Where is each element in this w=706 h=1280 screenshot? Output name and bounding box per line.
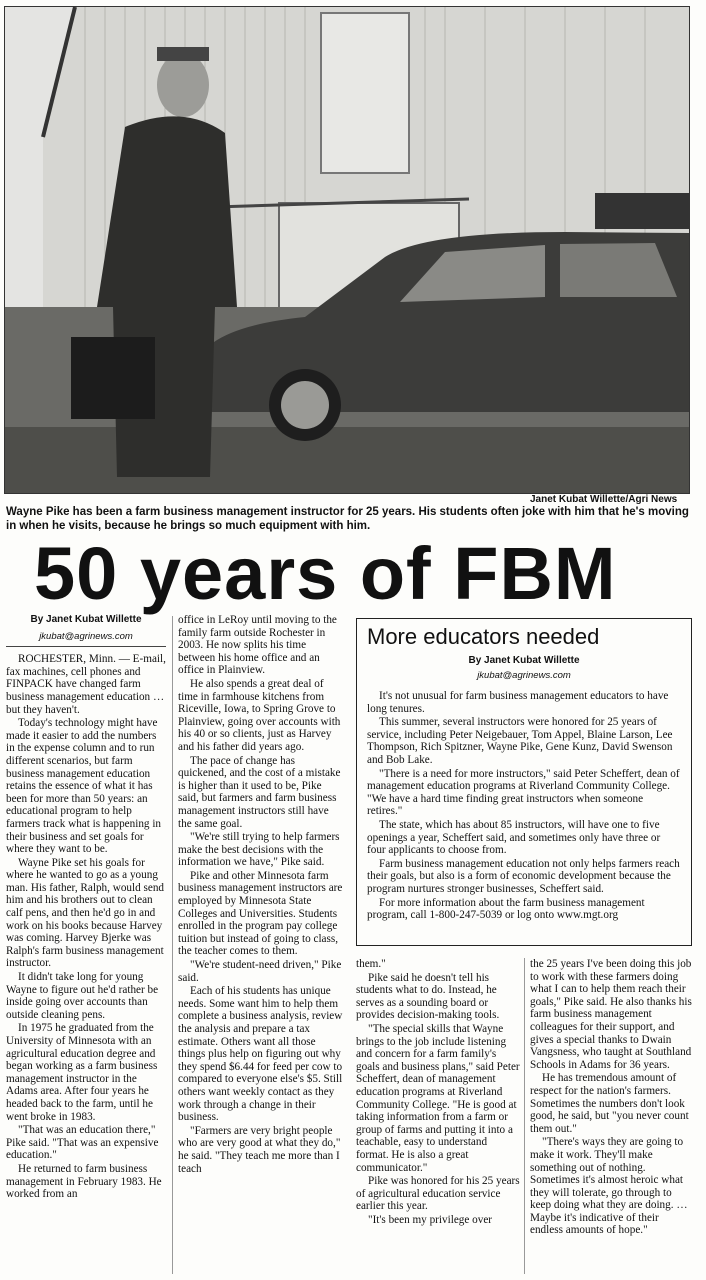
- article-column-2: [178, 614, 344, 1176]
- paragraph: Pike said he doesn't tell his students what to do. Instead, he serves as a sounding board or provides decision-making tools.: [356, 971, 500, 1022]
- photo-illustration: [5, 7, 689, 493]
- paragraph: The pace of change has quickened, and the cost of a mistake is higher than it used to be, Pike said, but farmers and farm business management instructors still have the same goal.: [178, 754, 341, 830]
- photo-caption: Wayne Pike has been a farm business management instructor for 25 years. His students often joke with him that he's moving in when he visits, because he brings so much equipment with him.: [6, 506, 689, 532]
- paragraph: "We're still trying to help farmers make the best decisions with the information we have," Pike said.: [178, 831, 340, 869]
- paragraph: He has tremendous amount of respect for the nation's farmers. Sometimes the numbers don't look good, he said, but "you never count them out.": [530, 1072, 689, 1135]
- paragraph: Pike and other Minnesota farm business management instructors are employed by Minnesota State Colleges and Universities. Students enrolled in the program pay college tuition but instead of going to class, the teacher comes to them.: [178, 869, 343, 958]
- sidebar-email: jkubat@agrinews.com: [477, 670, 571, 681]
- sidebar-paragraph: This summer, several instructors were honored for 25 years of service, including Peter Neigebauer, Tom Appel, Blaine Larson, Lee Thompson, Rich Spitzner, Wayne Pike, Gene Kunz, David Swenson and Bob Lake.: [367, 716, 673, 766]
- article-photo: [4, 6, 690, 494]
- paragraph: them.": [356, 958, 386, 970]
- paragraph: Wayne Pike set his goals for where he wanted to go as a young man. His father, Ralph, would send him and his brothers out to clean calf pens, and then he'd go in and work on his books because Harvey was coming. Harvey Bjerke was Ralph's farm business management instructor.: [6, 856, 165, 970]
- paragraph: In 1975 he graduated from the University of Minnesota with an agricultural education degree and began working as a farm business management instructor in the Adams area. After four years he headed back to the farm, until he went broke in 1983.: [6, 1022, 158, 1123]
- article-column-1: [6, 614, 166, 1202]
- paragraph: Today's technology might have made it easier to add the numbers in the expense column and to run different scenarios, but farm business management education retains the essence of what it has been for more than 50 years: an educational program to help farmers track what is happening in their business and set goals for where they want to be.: [6, 717, 162, 856]
- column-divider: [172, 616, 173, 1274]
- sidebar-paragraph: Farm business management education not only helps farmers reach their goals, but also is a form of economic development because the program nurtures stronger businesses, Scheffert said.: [367, 857, 680, 895]
- sidebar-paragraph: For more information about the farm business management program, call 1-800-247-5039 or log onto www.mgt.org: [367, 896, 645, 922]
- paragraph: "Farmers are very bright people who are very good at what they do," he said. "They teach me more than I teach: [178, 1124, 341, 1175]
- paragraph: Each of his students has unique needs. Some want him to help them complete a business analysis, review the analysis and prepare a tax estimate. Others want all those things plus help on figuring out why they spend $6.44 for feed per cow to compared to everyone else's $5. Still others want weekly contact as they work through a change in their business.: [178, 985, 343, 1124]
- article-column-3: [356, 958, 520, 1227]
- paragraph: He also spends a great deal of time in farmhouse kitchens from Riceville, Iowa, to Spring Grove to Plainview, going over accounts with his 40 or so clients, just as Harvey and his father did years ago.: [178, 677, 341, 753]
- paragraph: office in LeRoy until moving to the family farm outside Rochester in 2003. He now splits his time between his home office and an office in Plainview.: [178, 614, 337, 677]
- sidebar-paragraph: It's not unusual for farm business management educators to have long tenures.: [367, 690, 669, 715]
- paragraph: He returned to farm business management in February 1983. He worked from an: [6, 1162, 162, 1201]
- article-email: jkubat@agrinews.com: [6, 631, 166, 648]
- paragraph: "We're student-need driven," Pike said.: [178, 959, 342, 984]
- headline: 50 years of FBM: [34, 532, 617, 615]
- column-divider: [524, 958, 525, 1274]
- article-byline: By Janet Kubat Willette: [30, 614, 142, 625]
- photo-credit: Janet Kubat Willette/Agri News: [530, 494, 678, 505]
- paragraph: ROCHESTER, Minn. — E-mail, fax machines, cell phones and FINPACK have changed farm business management education … but they haven't.: [6, 653, 166, 716]
- sidebar-title: More educators needed: [367, 624, 600, 649]
- sidebar-byline: By Janet Kubat Willette: [468, 655, 580, 666]
- sidebar-paragraph: "There is a need for more instructors," said Peter Scheffert, dean of management education programs at Riverland Community College. "We have a hard time finding great instructors when someone retires.": [367, 767, 680, 818]
- paragraph: "There's ways they are going to make it work. They'll make something out of nothing. Sometimes it's almost heroic what they will tolerate, go through to keep doing what they are doing. … Maybe it's indicative of their endless amounts of hope.": [530, 1136, 688, 1237]
- article-column-4: [530, 958, 694, 1238]
- paragraph: Pike was honored for his 25 years of agricultural education service earlier this year.: [356, 1175, 520, 1213]
- paragraph: the 25 years I've been doing this job to work with these farmers doing what I can to help them reach their goals," Pike said. He also thanks his farm business management colleagues for their support, and gives a special thanks to Dwain Vangsness, who taught at Southland Schools in Adams for 36 years.: [530, 958, 692, 1071]
- paragraph: "The special skills that Wayne brings to the job include listening and concern for a farm family's goals and business plans," said Peter Scheffert, dean of management education programs at Riverland Community College. "He is good at taking information from a farm or group of farms and putting it into a teachable, easy to understand format. He is also a great communicator.": [356, 1022, 520, 1174]
- paragraph: "It's been my privilege over: [368, 1213, 493, 1226]
- paragraph: "That was an education there," Pike said. "That was an expensive education.": [6, 1124, 159, 1162]
- sidebar-box: [356, 618, 692, 946]
- paragraph: It didn't take long for young Wayne to figure out he'd rather be inside going over accounts than outside cleaning pens.: [6, 971, 159, 1021]
- sidebar-paragraph: The state, which has about 85 instructors, will have one to five openings a year, Scheffert said, and sometimes only have three or four applicants to choose from.: [367, 818, 661, 857]
